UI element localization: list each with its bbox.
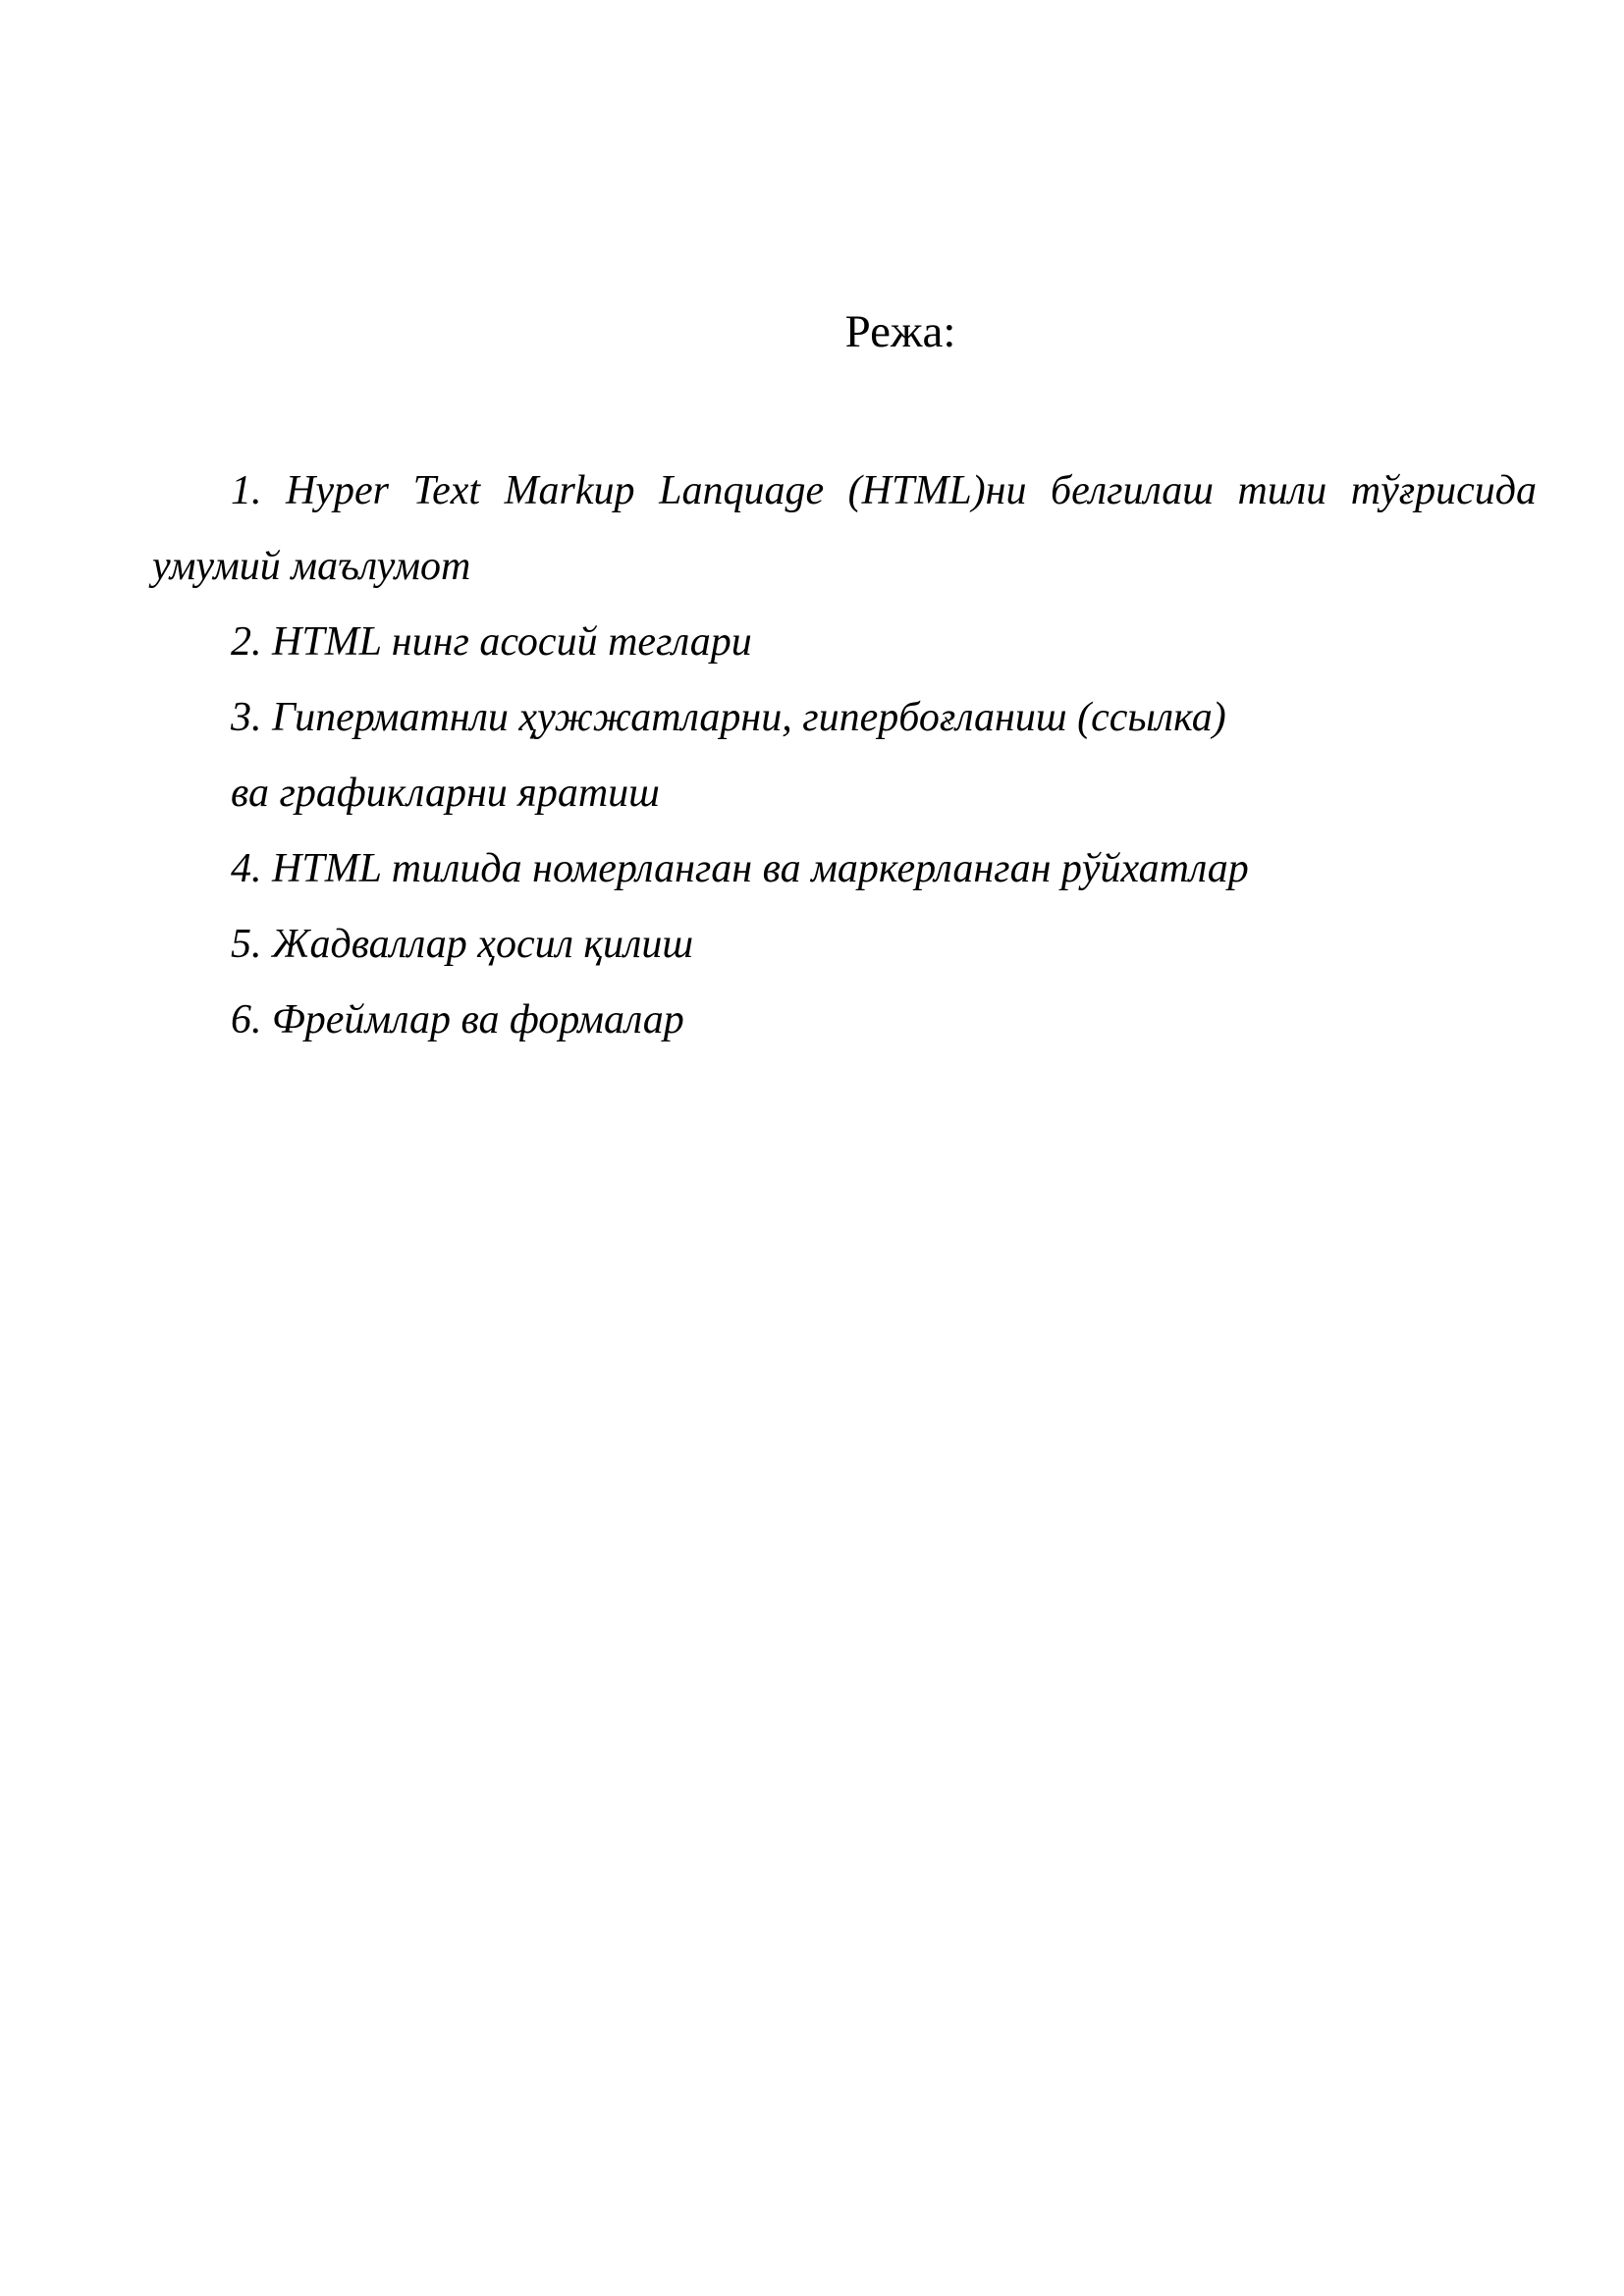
plan-item-5: 5. Жадваллар ҳосил қилиш bbox=[231, 922, 694, 967]
plan-item-3: 3. Гиперматнли ҳужжатларни, гипербоғланиш (ссылка) bbox=[231, 695, 1226, 740]
plan-item-4: 4. HTML тилида номерланган ва маркерланган рўйхатлар bbox=[231, 846, 1249, 891]
plan-list bbox=[152, 454, 1537, 1058]
plan-item-3-continuation: ва графикларни яратиш bbox=[231, 771, 660, 816]
plan-item-1: 1. Hyper Text Markup Lanquage (HTML)ни белгилаш тили тўғрисида умумий маълумот bbox=[152, 468, 1537, 589]
plan-title: Режа: bbox=[844, 306, 956, 357]
plan-item-6: 6. Фреймлар ва формалар bbox=[231, 997, 684, 1042]
plan-item-2: 2. HTML нинг асосий теглари bbox=[231, 619, 752, 665]
